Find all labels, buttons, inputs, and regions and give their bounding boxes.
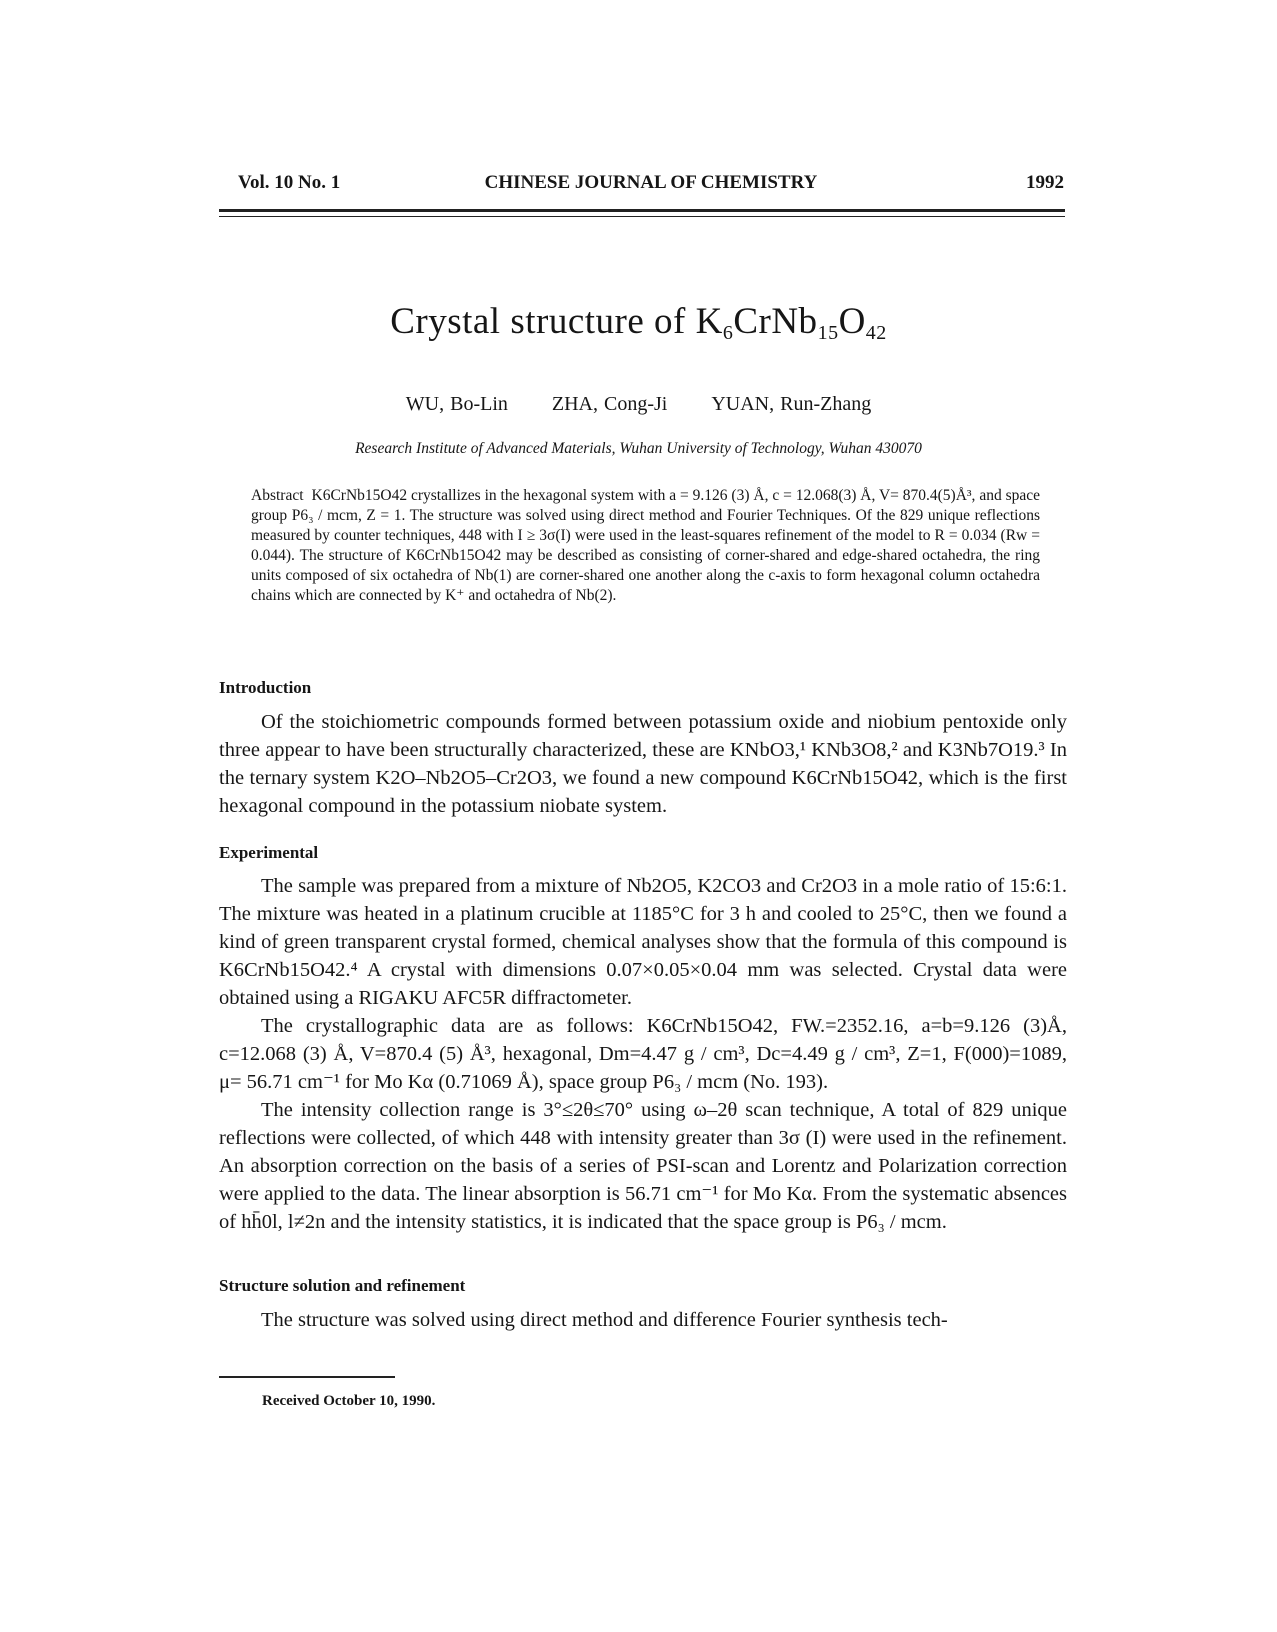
running-head [238,172,1064,194]
article-title: Crystal structure of $K_6CrNb_{15}O_{42}$ [390,301,887,344]
section-heading-introduction: Introduction [219,678,312,697]
paragraph-text: The structure was solved using direct method and difference Fourier synthesis tech- [261,1309,948,1331]
volume-number: Vol. 10 No. 1 [238,172,341,193]
header-double-rule [219,209,1065,217]
paragraph-text: Of the stoichiometric compounds formed between potassium oxide and niobium pentoxide only three appear to have been structurally characterized, these are KNbO3,¹ KNb3O8,² and K3Nb7O19.³ In the ternary system K2O–Nb2O5–Cr2O3, we found a new compound K6CrNb15O42, which is the first hexagonal compound in the potassium niobate system. [219,711,1067,817]
author-list [0,393,1277,416]
author-affiliation: Research Institute of Advanced Materials, Wuhan University of Technology, Wuhan 430070 [355,440,922,457]
paragraph-text: The crystallographic data are as follows: K6CrNb15O42, FW.=2352.16, a=b=9.126 (3)Å, c=12.068 (3) Å, V=870.4 (5) Å³, hexagonal, Dm=4.47 g / cm³, Dc=4.49 g / cm³, Z=1, F(000)=1089, μ= 56.71 cm⁻¹ for Mo Kα (0.71069 Å), space group P6₃ / mcm (No. 193). [219,1015,1067,1093]
author-name: YUAN, Run-Zhang [711,393,872,415]
paragraph-text: The sample was prepared from a mixture of Nb2O5, K2CO3 and Cr2O3 in a mole ratio of 15:6:1. The mixture was heated in a platinum crucible at 1185°C for 3 h and cooled to 25°C, then we found a kind of green transparent crystal formed, chemical analyses show that the formula of this compound is K6CrNb15O42.⁴ A crystal with dimensions 0.07×0.05×0.04 mm was selected. Crystal data were obtained using a RIGAKU AFC5R diffractometer. [219,875,1067,1009]
section-heading-structure-solution: Structure solution and refinement [219,1276,466,1295]
paragraph-text: The intensity collection range is 3°≤2θ≤70° using ω–2θ scan technique, A total of 829 unique reflections were collected, of which 448 with intensity greater than 3σ (I) were used in the refinement. An absorption correction on the basis of a series of PSI-scan and Lorentz and Polarization correction were applied to the data. The linear absorption is 56.71 cm⁻¹ for Mo Kα. From the systematic absences of hh̄0l, l≠2n and the intensity statistics, it is indicated that the space group is P6₃ / mcm. [219,1099,1067,1233]
section-heading-experimental: Experimental [219,843,319,862]
abstract-label: Abstract [251,487,304,504]
publication-year: 1992 [1026,172,1064,193]
author-name: ZHA, Cong-Ji [551,393,668,415]
abstract-text: K6CrNb15O42 crystallizes in the hexagonal system with a = 9.126 (3) Å, c = 12.068(3) Å, V= 870.4(5)Å³, and space group P6₃ / mcm, Z = 1. The structure was solved using direct method and Fourier Techniques. Of the 829 unique reflections measured by counter techniques, 448 with I ≥ 3σ(I) were used in the least-squares refinement of the model to R = 0.034 (Rw = 0.044). The structure of K6CrNb15O42 may be described as consisting of corner-shared and edge-shared octahedra, the ring units composed of six octahedra of Nb(1) are corner-shared one another along the c-axis to form hexagonal column octahedra chains which are connected by K⁺ and octahedra of Nb(2). [251,487,1040,604]
footnote-rule [219,1376,395,1378]
received-date-footnote: Received October 10, 1990. [262,1393,436,1409]
journal-name: CHINESE JOURNAL OF CHEMISTRY [484,172,818,193]
structure-solution-paragraph [219,1306,1067,1334]
introduction-paragraph [219,708,1067,820]
experimental-section [219,872,1067,1236]
abstract [251,486,1040,606]
author-name: WU, Bo-Lin [405,393,508,415]
